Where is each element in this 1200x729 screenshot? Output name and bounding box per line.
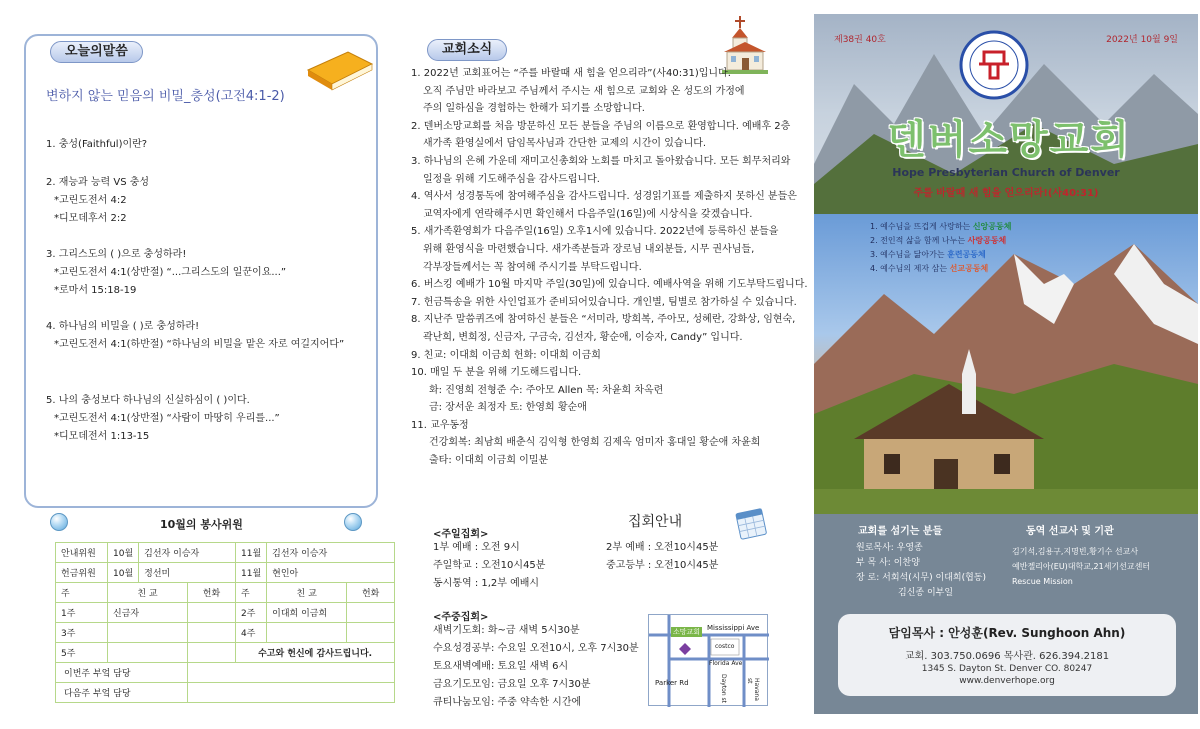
schedule-line: 수요성경공부: 수요일 오전10시, 오후 7시30분 (433, 643, 639, 654)
table-header: 친 교 (108, 583, 188, 603)
table-cell: 안내위원 (56, 543, 108, 563)
map-church-label: 소망교회 (673, 628, 701, 636)
table-header: 주 (56, 583, 108, 603)
thanks-note: 수고와 헌신에 감사드립니다. (236, 643, 395, 663)
church-name-korean: 덴버소망교회 (887, 117, 1131, 163)
senior-pastor: 담임목사 : 안성훈(Rev. Sunghoon Ahn) (888, 626, 1126, 640)
news-line: 1. 2022년 교회표어는 “주를 바랄때 새 힘을 얻으리라”(사40:31)입니다. (411, 68, 731, 79)
map-street-label: Dayton st (720, 673, 728, 704)
vision-item (870, 248, 1011, 262)
sunday-header: <주일집회> (433, 529, 489, 540)
table-cell: 김선자 이승자 (139, 543, 236, 563)
outline-heading: 2. 재능과 능력 VS 충성 (46, 177, 150, 188)
news-line: 교역자에게 연락해주시면 확인해서 다음주일(16일)에 시상식을 갖겠습니다. (423, 208, 753, 220)
news-line: 7. 헌금특송을 위한 사인업표가 준비되어있습니다. 개인별, 팀별로 참가하실 수 있습니다. (411, 296, 797, 308)
server-line: 장 로: 서회석(시무) 이대희(협동) (856, 573, 986, 583)
table-row (56, 563, 395, 583)
mission-line: 김기석,김용구,지명빈,황기수 선교사 (1012, 547, 1139, 556)
map-store-label: costco (715, 643, 735, 650)
outline-heading: 3. 그리스도의 ( )으로 충성하라! (46, 249, 187, 260)
map-street-label: Parker Rd (655, 679, 689, 687)
vision-highlight: 훈련공동체 (947, 250, 986, 259)
server-line: 부 목 사: 이찬양 (856, 558, 920, 568)
news-line: 주의 일하심을 경험하는 한해가 되기를 소망합니다. (423, 103, 645, 115)
outline-reference: *고린도전서 4:1(상반절) “...그리스도의 일꾼이요...” (54, 267, 287, 278)
schedule-line: 토요새벽예배: 토요일 새벽 6시 (433, 661, 569, 672)
meetings-title: 집회안내 (628, 514, 683, 530)
mission-line: 예반젤리아(EU)대학교,21세기선교센터 (1012, 562, 1151, 571)
news-line: 곽난희, 변희정, 신금자, 구금숙, 김선자, 황순애, 이승자, Candy” 입니다. (423, 331, 743, 343)
volume-number: 제38권 40호 (834, 35, 886, 45)
table-cell (347, 603, 395, 623)
mission-line: Rescue Mission (1012, 577, 1073, 586)
news-line: 오직 주님만 바라보고 주님께서 주시는 새 힘으로 교회와 온 성도의 가정에 (423, 85, 745, 97)
table-cell: 10월 (108, 543, 139, 563)
sermon-title: 변하지 않는 믿음의 비밀_충성(고전4:1-2) (46, 89, 285, 104)
map-street-label: Havana st (746, 678, 760, 701)
table-cell: 현인아 (267, 563, 395, 583)
church-theme: 주를 바랄때 새 힘을 얻으리라!(사40:31) (913, 188, 1099, 199)
table-cell: 1주 (56, 603, 108, 623)
table-cell (347, 623, 395, 643)
schedule-line: 2부 예배 : 오전10시45분 (606, 542, 719, 553)
vision-list (870, 220, 1011, 276)
vision-text: 4. 예수님의 제자 삼는 (870, 264, 950, 273)
outline-heading: 5. 나의 충성보다 하나님의 신실하심이 ( )이다. (46, 395, 250, 406)
bubble-icon (344, 513, 362, 531)
map-street-label: Mississippi Ave (707, 624, 760, 632)
table-cell (108, 643, 188, 663)
outline-reference: *고린도전서 4:1(하반절) “하나님의 비밀을 맡은 자로 여길지어다” (54, 339, 345, 350)
outline-reference: *디모데전서 1:13-15 (54, 431, 150, 442)
issue-date: 2022년 10월 9일 (1106, 35, 1178, 45)
news-line: 6. 버스킹 예배가 10월 마지막 주일(30일)에 있습니다. 예배사역을 위해 기도부탁드립니다. (411, 279, 808, 291)
server-line: 원로목사: 우영종 (856, 543, 923, 553)
news-line: 금: 장서운 최정자 토: 한영희 황순애 (429, 402, 587, 414)
table-cell: 헌금위원 (56, 563, 108, 583)
news-line: 위해 환영식을 마련했습니다. 새가족분들과 장로님 내외분들, 시무 권사님들, (423, 243, 755, 255)
schedule-line: 큐티나눔모임: 주중 약속한 시간에 (433, 697, 582, 708)
table-row (56, 623, 395, 643)
outline-heading: 4. 하나님의 비밀을 ( )로 충성하라! (46, 321, 200, 332)
table-row (56, 643, 395, 663)
church-address: 1345 S. Dayton St. Denver CO. 80247 (921, 664, 1093, 674)
table-cell: 4주 (236, 623, 267, 643)
church-news-label: 교회소식 (427, 39, 507, 61)
schedule-line: 새벽기도회: 화~금 새벽 5시30분 (433, 625, 580, 636)
vision-text: 2. 전인적 삶을 함께 나누는 (870, 236, 968, 245)
kitchen-next-week: 다음주 부엌 담당 (56, 683, 188, 703)
church-name-english: Hope Presbyterian Church of Denver (892, 166, 1120, 179)
map-street-label: Florida Ave (709, 660, 743, 667)
news-line: 5. 새가족환영회가 다음주일(16일) 오후1시에 있습니다. 2022년에 등록하신 분들을 (411, 226, 779, 238)
news-line: 11. 교우동정 (411, 419, 469, 431)
vision-item (870, 262, 1011, 276)
vision-highlight: 사랑공동체 (967, 236, 1007, 245)
news-list (411, 65, 808, 470)
table-header: 헌화 (188, 583, 236, 603)
sermon-panel (24, 34, 378, 508)
table-header: 친 교 (267, 583, 347, 603)
news-line: 출타: 이대희 이금희 이밀분 (429, 455, 549, 467)
kitchen-this-week: 이번주 부엌 담당 (56, 663, 188, 683)
table-cell: 신금자 (108, 603, 188, 623)
weekday-header: <주중집회> (433, 612, 489, 623)
table-header: 주 (236, 583, 267, 603)
contact-box (838, 614, 1176, 696)
vision-highlight: 선교공동체 (949, 264, 989, 273)
missionaries-list (1012, 544, 1150, 589)
table-cell (108, 623, 188, 643)
vision-item (870, 234, 1011, 248)
table-row (56, 663, 395, 683)
outline-reference: *로마서 15:18-19 (54, 285, 137, 296)
news-line: 건강회복: 최남희 배춘식 김익형 한영희 김제옥 엄미자 홍대일 황순애 차윤희 (429, 437, 761, 449)
schedule-line: 금요기도모임: 금요일 오후 7시30분 (433, 679, 591, 690)
table-cell: 김선자 이승자 (267, 543, 395, 563)
servers-label: 교회를 섬기는 분들 (858, 526, 943, 537)
church-logo (959, 30, 1029, 100)
table-cell: 5주 (56, 643, 108, 663)
table-cell (188, 623, 236, 643)
vision-highlight: 신앙공동체 (972, 222, 1012, 231)
table-cell: 2주 (236, 603, 267, 623)
schedule-line: 주일학교 : 오전10시45분 (433, 560, 546, 571)
table-row (56, 543, 395, 563)
website-link[interactable]: www.denverhope.org (959, 676, 1055, 686)
outline-item-2 (46, 174, 149, 228)
outline-reference: *고린도전서 4:1(상반절) “사람이 마땅히 우리를...” (54, 413, 280, 424)
cover-panel (814, 14, 1198, 714)
book-icon (304, 44, 374, 92)
news-line: 4. 역사서 성경통독에 참여해주심을 감사드립니다. 성경읽기표를 제출하지 못하신 분들은 (411, 191, 797, 203)
table-cell (188, 643, 236, 663)
table-cell: 10월 (108, 563, 139, 583)
outline-reference: *고린도전서 4:2 (54, 195, 127, 206)
outline-item-4 (46, 318, 344, 354)
outline-item-5 (46, 392, 280, 446)
outline-item-3 (46, 246, 286, 300)
table-header: 헌화 (347, 583, 395, 603)
news-line: 8. 지난주 말씀퀴즈에 참여하신 분들은 “서미라, 방희복, 주아모, 성혜란, 강화상, 임현숙, (411, 314, 796, 326)
table-cell (188, 603, 236, 623)
schedule-line: 중고등부 : 오전10시45분 (606, 560, 719, 571)
news-line: 화: 진영희 전형준 수: 주아모 Allen 목: 차윤희 차옥련 (429, 384, 664, 396)
sunday-schedule-left (433, 539, 545, 593)
table-cell: 이대희 이금희 (267, 603, 347, 623)
table-cell: 정선미 (139, 563, 236, 583)
table-row (56, 683, 395, 703)
table-cell (267, 623, 347, 643)
table-cell: 11월 (236, 543, 267, 563)
duty-title: 10월의 봉사위원 (160, 518, 243, 531)
schedule-line: 동시통역 : 1,2부 예배시 (433, 578, 540, 589)
outline-heading: 1. 충성(Faithful)이란? (46, 139, 148, 150)
table-cell: 3주 (56, 623, 108, 643)
todays-word-label: 오늘의말씀 (50, 41, 143, 63)
table-cell: 11월 (236, 563, 267, 583)
table-header-row (56, 583, 395, 603)
servers-list (856, 541, 986, 601)
calendar-icon (733, 505, 769, 541)
news-line: 각부장들께서는 꼭 참여해 주시기를 부탁드립니다. (423, 261, 642, 273)
table-cell (188, 683, 395, 703)
news-line: 새가족 환영실에서 담임목사님과 간단한 교제의 시간이 있습니다. (423, 138, 707, 150)
phone-numbers: 교회. 303.750.0696 목사관. 626.394.2181 (904, 651, 1110, 662)
weekday-schedule (433, 622, 639, 712)
vision-item (870, 220, 1011, 234)
news-line: 10. 매일 두 분을 위해 기도해드립니다. (411, 367, 582, 379)
table-row (56, 603, 395, 623)
server-line: 김신종 이부일 (898, 588, 954, 598)
outline-reference: *디모데후서 2:2 (54, 213, 127, 224)
location-map (648, 614, 768, 706)
schedule-line: 1부 예배 : 오전 9시 (433, 542, 520, 553)
table-cell (188, 663, 395, 683)
news-line: 9. 친교: 이대희 이금희 헌화: 이대희 이금희 (411, 349, 601, 361)
news-line: 2. 덴버소망교회를 처음 방문하신 모든 분들을 주님의 이름으로 환영합니다. 예배후 2층 (411, 120, 791, 132)
duty-table (55, 542, 395, 703)
news-line: 일정을 위해 기도해주심을 감사드립니다. (423, 173, 600, 185)
sunday-schedule-right (606, 539, 718, 575)
outline-item-1 (46, 136, 147, 154)
vision-text: 3. 예수님을 닮아가는 (870, 250, 948, 259)
vision-text: 1. 예수님을 뜨겁게 사랑하는 (870, 222, 973, 231)
missionaries-label: 동역 선교사 및 기관 (1026, 526, 1114, 537)
news-line: 3. 하나님의 은혜 가운데 재미고신총회와 노회를 마치고 돌아왔습니다. 모든 회무처리와 (411, 155, 791, 167)
bubble-icon (50, 513, 68, 531)
